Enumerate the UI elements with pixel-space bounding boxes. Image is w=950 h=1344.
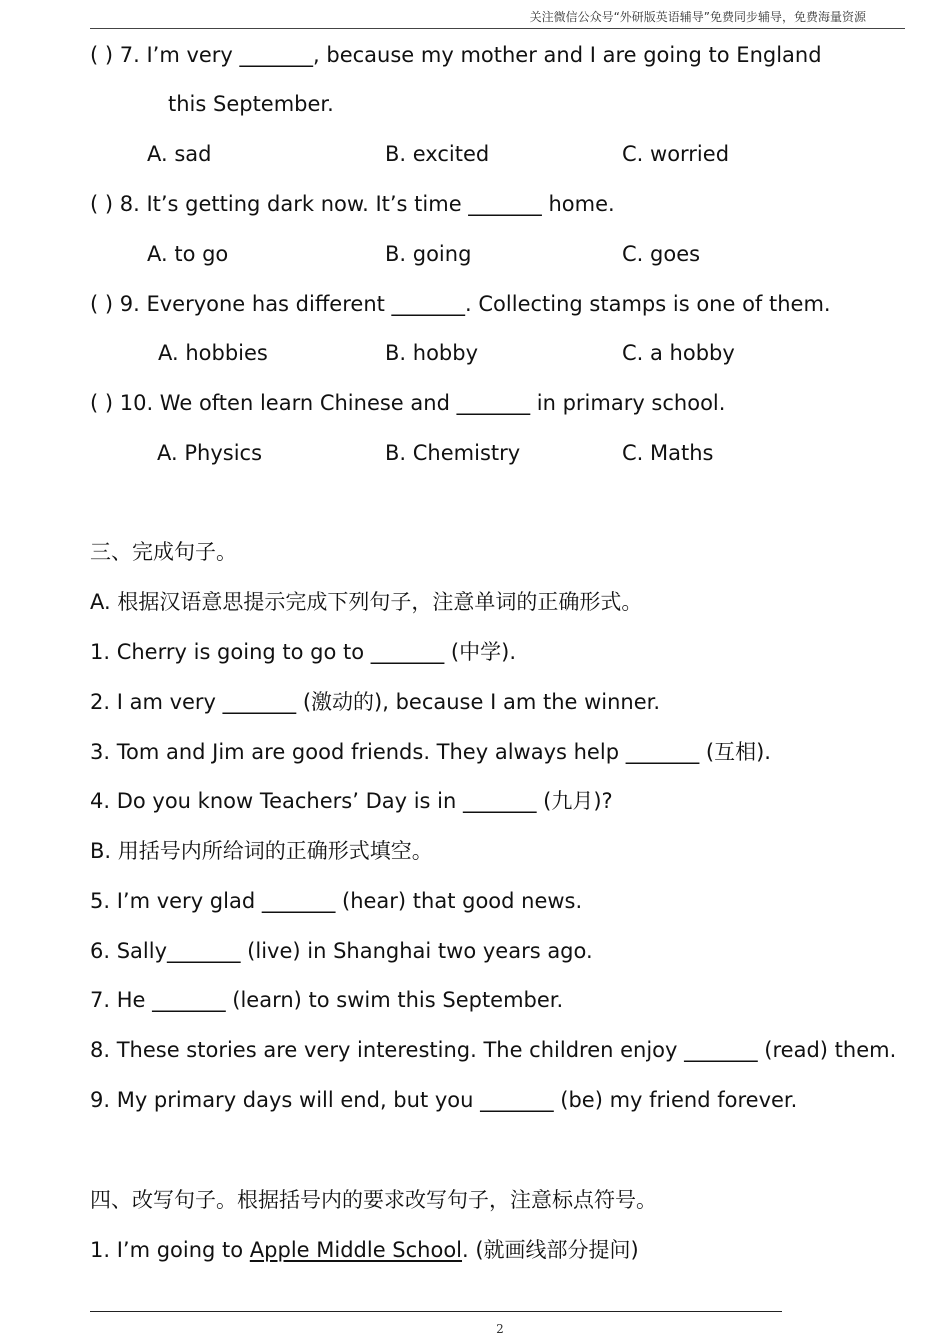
- section-3-item-5: 5. I’m very glad _______ (hear) that good news.: [90, 889, 583, 913]
- section-4-q1-underlined-phrase: Apple Middle School: [249, 1238, 463, 1262]
- section-3-title: 三、完成句子。: [90, 540, 237, 564]
- question-7-option-b: B. excited: [385, 142, 490, 166]
- question-7-option-a: A. sad: [147, 142, 212, 166]
- question-8-option-c: C. goes: [622, 242, 701, 266]
- question-10-option-c: C. Maths: [622, 441, 714, 465]
- section-3-part-a-instruction: A. 根据汉语意思提示完成下列句子，注意单词的正确形式。: [90, 590, 643, 614]
- section-3-item-4: 4. Do you know Teachers’ Day is in _______ (九月)?: [90, 789, 613, 813]
- question-8-stem: ( ) 8. It’s getting dark now. It’s time _______ home.: [90, 192, 615, 216]
- section-3-item-9: 9. My primary days will end, but you _______ (be) my friend forever.: [90, 1088, 798, 1112]
- section-3-item-6: 6. Sally_______ (live) in Shanghai two years ago.: [90, 939, 593, 963]
- question-9-option-a: A. hobbies: [158, 341, 268, 365]
- question-7-option-c: C. worried: [622, 142, 730, 166]
- section-3-item-1: 1. Cherry is going to go to _______ (中学).: [90, 640, 516, 664]
- section-4-question-1: [90, 1236, 639, 1264]
- section-3-item-2: 2. I am very _______ (激动的), because I am the winner.: [90, 690, 661, 714]
- section-3-part-b-instruction: B. 用括号内所给词的正确形式填空。: [90, 839, 433, 863]
- question-8-option-b: B. going: [385, 242, 472, 266]
- question-10-option-b: B. Chemistry: [385, 441, 521, 465]
- question-10-stem: ( ) 10. We often learn Chinese and _______ in primary school.: [90, 391, 726, 415]
- section-3-item-7: 7. He _______ (learn) to swim this September.: [90, 988, 564, 1012]
- section-3-item-8: 8. These stories are very interesting. The children enjoy _______ (read) them.: [90, 1038, 897, 1062]
- section-3-item-3: 3. Tom and Jim are good friends. They always help _______ (互相).: [90, 740, 771, 764]
- question-7-stem: ( ) 7. I’m very _______, because my mother and I are going to England: [90, 43, 822, 67]
- page-number: 2: [496, 1322, 504, 1336]
- question-9-stem: ( ) 9. Everyone has different _______. Collecting stamps is one of them.: [90, 292, 831, 316]
- answer-line[interactable]: [90, 1311, 782, 1312]
- page-header: 关注微信公众号“外研版英语辅导”免费同步辅导，免费海量资源: [529, 10, 866, 24]
- question-7-stem-continued: this September.: [168, 92, 334, 116]
- section-4-q1-prefix: 1. I’m going to: [90, 1238, 250, 1262]
- question-9-option-c: C. a hobby: [622, 341, 735, 365]
- question-8-option-a: A. to go: [147, 242, 229, 266]
- question-10-option-a: A. Physics: [157, 441, 263, 465]
- question-9-option-b: B. hobby: [385, 341, 479, 365]
- header-divider: [90, 28, 905, 29]
- section-4-q1-suffix: . (就画线部分提问): [462, 1238, 639, 1262]
- section-4-title: 四、改写句子。根据括号内的要求改写句子，注意标点符号。: [90, 1188, 657, 1212]
